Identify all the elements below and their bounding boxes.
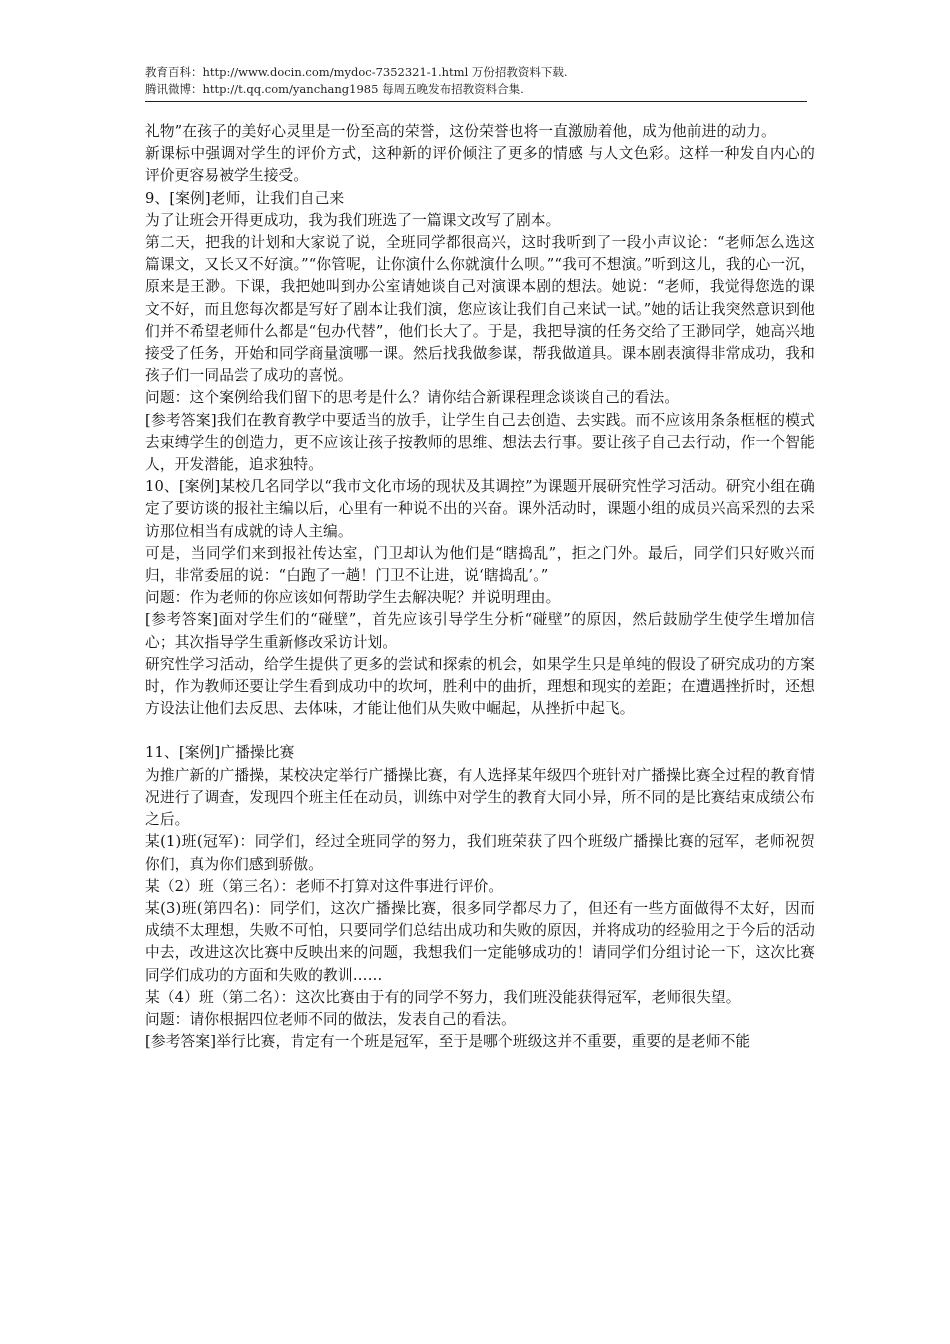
reference-answer: [参考答案]我们在教育教学中要适当的放手，让学生自己去创造、去实践。而不应该用条条框框的模式去束缚学生的创造力，更不应该让孩子按教师的思维、想法去行事。要让孩子自己去行动，作一个智能人，开发潜能，追求独特。 — [145, 411, 815, 474]
blank-line — [145, 720, 815, 742]
paragraph: 新课标中强调对学生的评价方式，这种新的评价倾注了更多的情感 与人文色彩。这样一种发自内心的评价更容易被学生接受。 — [145, 145, 815, 185]
case-heading: 11、[案例]广播操比赛 — [145, 744, 295, 762]
paragraph: 第二天，把我的计划和大家说了说，全班同学都很高兴，这时我听到了一段小声议论：“老师怎么选这篇课文，又长又不好演。”“你管呢，让你演什么你就演什么呗。”“我可不想演。”听到这儿，我的心一沉，原来是王渺。下课，我把她叫到办公室请她谈自己对演课本剧的想法。她说：“老师，我觉得您选的课文不好，而且您每次都是写好了剧本让我们演，您应该让我们自己来试一试。”她的话让我突然意识到他们并不希望老师什么都是“包办代替”，他们长大了。于是，我把导演的任务交给了王渺同学，她高兴地接受了任务，开始和同学商量演哪一课。然后找我做参谋，帮我做道具。课本剧表演得非常成功，我和孩子们一同品尝了成功的喜悦。 — [145, 234, 815, 385]
paragraph: 为推广新的广播操，某校决定举行广播操比赛，有人选择某年级四个班针对广播操比赛全过程的教育情况进行了调查，发现四个班主任在动员，训练中对学生的教育大同小异，所不同的是比赛结束成绩公布之后。 — [145, 766, 815, 829]
case-heading: 10、[案例]某校几名同学以“我市文化市场的现状及其调控”为课题开展研究性学习活动。研究小组在确定了要访谈的报社主编以后，心里有一种说不出的兴奋。课外活动时，课题小组的成员兴高采烈的去采访那位相当有成就的诗人主编。 — [145, 478, 815, 540]
header-line-weibo: 腾讯微博：http://t.qq.com/yanchang1985 每周五晚发布招教资料合集. — [145, 82, 524, 96]
reference-answer: [参考答案]面对学生们的“碰壁”，首先应该引导学生分析“碰壁”的原因，然后鼓励学生使学生增加信心；其次指导学生重新修改采访计划。 — [145, 611, 815, 651]
paragraph: 可是，当同学们来到报社传达室，门卫却认为他们是“瞎捣乱”，拒之门外。最后，同学们只好败兴而归，非常委屈的说：“白跑了一趟！门卫不让进，说‘瞎捣乱’。” — [145, 544, 815, 585]
page-header — [145, 64, 807, 98]
case-heading: 9、[案例]老师，让我们自己来 — [145, 189, 345, 207]
question: 问题：作为老师的你应该如何帮助学生去解决呢？并说明理由。 — [145, 589, 561, 607]
header-line-docin: 教育百科：http://www.docin.com/mydoc-7352321-1.html 万份招教资料下载. — [145, 65, 568, 79]
class-statement: 某(1)班(冠军)：同学们，经过全班同学的努力，我们班荣获了四个班级广播操比赛的冠军，老师祝贺你们，真为你们感到骄傲。 — [145, 833, 815, 873]
class-statement: 某（4）班（第二名）：这次比赛由于有的同学不努力，我们班没能获得冠军，老师很失望。 — [145, 988, 741, 1006]
reference-answer: [参考答案]举行比赛，肯定有一个班是冠军，至于是哪个班级这并不重要，重要的是老师不能 — [145, 1033, 751, 1051]
document-body — [145, 121, 815, 1053]
question: 问题：这个案例给我们留下的思考是什么？请你结合新课程理念谈谈自己的看法。 — [145, 389, 680, 407]
question: 问题：请你根据四位老师不同的做法，发表自己的看法。 — [145, 1010, 516, 1028]
paragraph: 研究性学习活动，给学生提供了更多的尝试和探索的机会，如果学生只是单纯的假设了研究成功的方案时，作为教师还要让学生看到成功中的坎坷，胜利中的曲折，理想和现实的差距；在遭遇挫折时，还想方设法让他们去反思、去体味，才能让他们从失败中崛起，从挫折中起飞。 — [145, 655, 815, 718]
paragraph: 礼物”在孩子的美好心灵里是一份至高的荣誉，这份荣誉也将一直激励着他，成为他前进的动力。 — [145, 123, 776, 140]
class-statement: 某(3)班(第四名)：同学们，这次广播操比赛，很多同学都尽力了，但还有一些方面做得不太好，因而成绩不太理想，失败不可怕，只要同学们总结出成功和失败的原因，并将成功的经验用之于今后的活动中去，改进这次比赛中反映出来的问题，我想我们一定能够成功的！请同学们分组讨论一下，这次比赛同学们成功的方面和失败的教训…… — [145, 899, 815, 984]
class-statement: 某（2）班（第三名）：老师不打算对这件事进行评价。 — [145, 877, 504, 895]
paragraph: 为了让班会开得更成功，我为我们班选了一篇课文改写了剧本。 — [145, 211, 561, 229]
header-divider — [145, 101, 807, 102]
